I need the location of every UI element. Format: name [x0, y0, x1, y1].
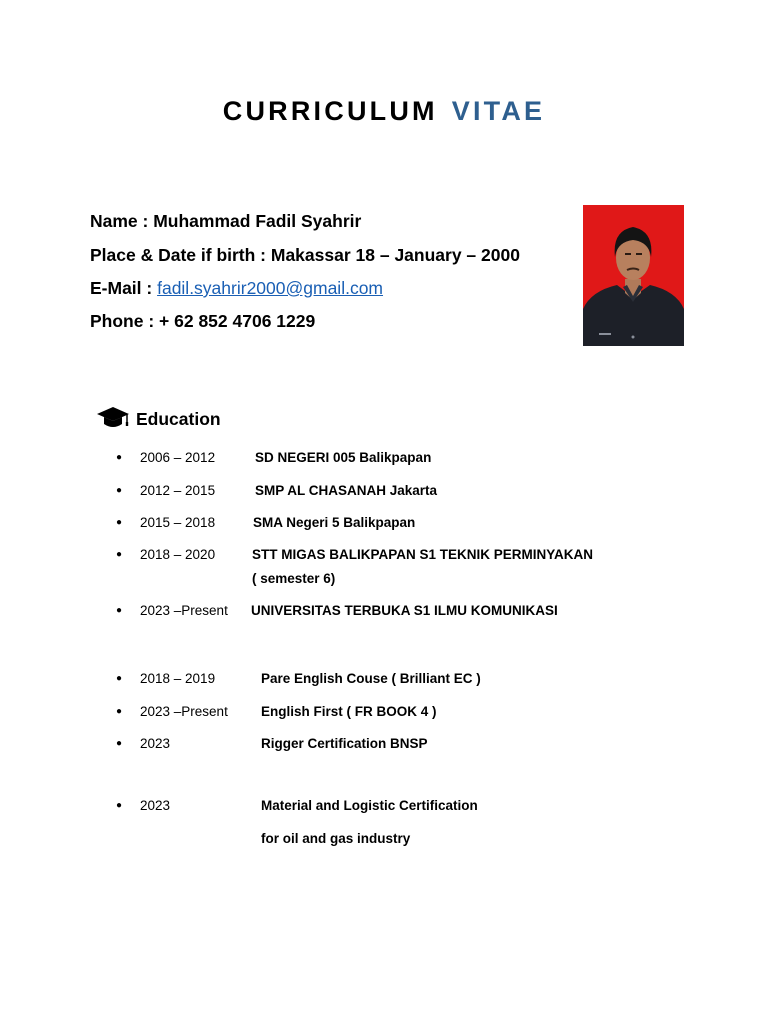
phone-value: + 62 852 4706 1229: [159, 311, 316, 331]
name-label: Name :: [90, 211, 154, 231]
phone-line: [90, 311, 315, 332]
email-label: E-Mail :: [90, 278, 158, 298]
course-item: [0, 702, 768, 722]
course-years: 2023: [140, 736, 171, 751]
education-institution: SMA Negeri 5 Balikpapan: [253, 515, 416, 530]
education-institution: UNIVERSITAS TERBUKA S1 ILMU KOMUNIKASI: [251, 603, 558, 618]
education-item-continuation: [0, 569, 768, 589]
education-item: [0, 481, 768, 501]
course-item-continuation: [0, 829, 768, 849]
bullet: ●: [116, 706, 123, 717]
bullet: ●: [116, 738, 123, 749]
course-years: 2023 –Present: [140, 704, 228, 719]
graduation-cap-icon: [96, 405, 130, 434]
course-title: Pare English Couse ( Brilliant EC ): [261, 671, 481, 686]
name-value: Muhammad Fadil Syahrir: [153, 211, 362, 231]
course-item: [0, 669, 768, 689]
course-item: [0, 734, 768, 754]
bullet: ●: [116, 673, 123, 684]
education-item: [0, 601, 768, 621]
education-institution: SD NEGERI 005 Balikpapan: [255, 450, 432, 465]
course-title: Material and Logistic Certification: [261, 798, 478, 813]
bullet: ●: [116, 517, 123, 528]
bullet: ●: [116, 605, 123, 616]
education-years: 2018 – 2020: [140, 547, 216, 562]
bullet: ●: [116, 485, 123, 496]
education-years: 2023 –Present: [140, 603, 228, 618]
title-accent: VITAE: [451, 96, 546, 126]
course-years: 2018 – 2019: [140, 671, 216, 686]
phone-label: Phone :: [90, 311, 160, 331]
bullet: ●: [116, 800, 123, 811]
birth-value: Makassar 18 – January – 2000: [270, 245, 520, 265]
email-link[interactable]: fadil.syahrir2000@gmail.com: [157, 278, 384, 298]
birth-label: Place & Date if birth :: [90, 245, 271, 265]
education-item: [0, 513, 768, 533]
page-title: [0, 96, 768, 127]
bullet: ●: [116, 549, 123, 560]
profile-photo: [583, 205, 684, 346]
email-line: [90, 278, 383, 299]
education-institution: STT MIGAS BALIKPAPAN S1 TEKNIK PERMINYAKAN: [252, 547, 594, 562]
course-years: 2023: [140, 798, 171, 813]
education-institution: SMP AL CHASANAH Jakarta: [255, 483, 438, 498]
education-heading: [96, 405, 221, 433]
education-item: [0, 545, 768, 565]
education-institution-line2: ( semester 6): [252, 571, 336, 586]
education-years: 2015 – 2018: [140, 515, 216, 530]
title-main: CURRICULUM: [222, 96, 438, 126]
education-years: 2006 – 2012: [140, 450, 216, 465]
education-years: 2012 – 2015: [140, 483, 216, 498]
name-line: [90, 211, 361, 232]
bullet: ●: [116, 452, 123, 463]
course-item: [0, 796, 768, 816]
course-title: English First ( FR BOOK 4 ): [261, 704, 437, 719]
education-item: [0, 448, 768, 468]
course-title: Rigger Certification BNSP: [261, 736, 428, 751]
education-heading-label: Education: [136, 408, 221, 429]
birth-line: [90, 245, 520, 266]
course-title-line2: for oil and gas industry: [261, 831, 411, 846]
